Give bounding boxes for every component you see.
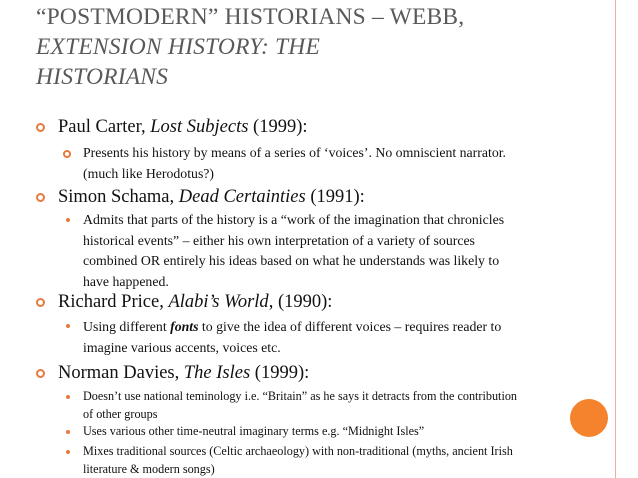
author-name: Simon Schama, xyxy=(58,187,179,207)
carter-note: Presents his history by means of a series of ‘voices’. No omniscient narrator. (much like Herodotus?) xyxy=(83,145,507,181)
bullet-ring-icon xyxy=(36,123,45,132)
author-item-davies xyxy=(58,362,309,384)
davies-note-1: Doesn’t use national teminology i.e. “Britain” as he says it detracts from the contribution of other groups xyxy=(83,389,518,421)
price-note xyxy=(83,317,523,358)
author-item-carter xyxy=(58,116,308,138)
bullet-dot-icon xyxy=(66,430,70,434)
author-item-price xyxy=(58,291,332,313)
author-item-schama xyxy=(58,186,365,208)
title-line-1: “POSTMODERN” HISTORIANS – WEBB, xyxy=(36,4,465,30)
bullet-dot-icon xyxy=(66,218,70,222)
davies-note-3: Mixes traditional sources (Celtic archaeology) with non-traditional (myths, ancient Irish literature & modern songs) xyxy=(83,444,513,476)
bullet-ring-icon xyxy=(36,369,45,378)
work-title: The Isles xyxy=(183,363,251,383)
schama-note: Admits that parts of the history is a “work of the imagination that chronicles historical events” – either his own interpretation of a variety of sources combined OR entirely his ideas based on what he understands was likely to have happened. xyxy=(83,212,505,289)
author-name: Norman Davies, xyxy=(58,363,184,383)
davies-note-2: Uses various other time-neutral imaginary terms e.g. “Midnight Isles” xyxy=(83,424,425,438)
author-name: Richard Price, xyxy=(58,292,169,312)
work-year: (1991): xyxy=(305,187,365,207)
note-emphasis: fonts xyxy=(170,319,199,334)
slide-title xyxy=(36,2,596,92)
decorative-orange-circle xyxy=(570,399,608,437)
work-title: Dead Certainties xyxy=(178,187,306,207)
work-title: Lost Subjects xyxy=(150,117,249,137)
title-line-2: EXTENSION HISTORY: THE xyxy=(36,34,321,60)
bullet-ring-icon xyxy=(36,193,45,202)
work-year: , (1990): xyxy=(268,292,333,312)
note-text: Using different xyxy=(83,319,171,334)
bullet-ring-icon xyxy=(36,298,45,307)
author-name: Paul Carter, xyxy=(58,117,151,137)
bullet-dot-icon xyxy=(66,450,70,454)
work-year: (1999): xyxy=(248,117,308,137)
bullet-dot-icon xyxy=(66,395,70,399)
bullet-ring-icon xyxy=(63,150,71,158)
decorative-vertical-rule xyxy=(615,0,616,478)
work-title: Alabi’s World xyxy=(168,292,269,312)
note-text: to give the idea of different voices – requires reader to imagine various accents, voices etc. xyxy=(83,319,502,355)
title-line-3: HISTORIANS xyxy=(36,64,169,90)
work-year: (1999): xyxy=(250,363,310,383)
bullet-dot-icon xyxy=(66,324,70,328)
